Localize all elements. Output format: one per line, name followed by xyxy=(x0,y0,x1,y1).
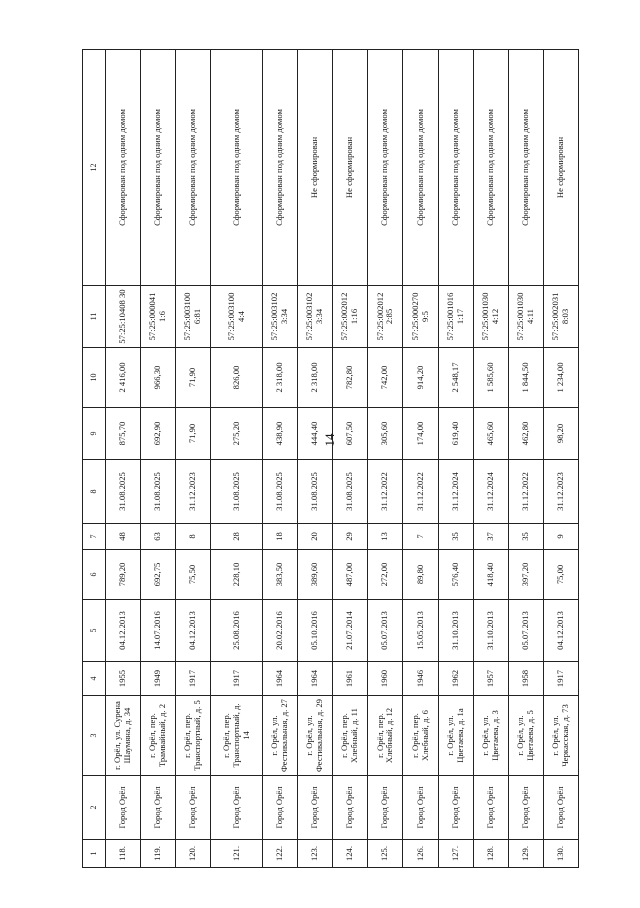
land-area-cell: 2 318,00 xyxy=(298,348,333,408)
land-status-cell: Сформирован под одним домом xyxy=(368,50,403,286)
date-cell: 04.12.2013 xyxy=(106,600,141,662)
deadline-cell: 31.08.2025 xyxy=(106,460,141,524)
living-area-cell: 692,90 xyxy=(141,408,176,460)
residents-cell: 48 xyxy=(106,524,141,550)
address-cell: г. Орёл, ул. Фестивальная, д. 29 xyxy=(298,696,333,776)
year-built-cell: 1961 xyxy=(333,662,368,696)
living-area-cell: 275,20 xyxy=(211,408,263,460)
land-area-cell: 782,80 xyxy=(333,348,368,408)
settlement-cell: Город Орёл xyxy=(473,776,508,840)
settlement-cell: Город Орёл xyxy=(211,776,263,840)
land-status-cell: Не сформирован xyxy=(298,50,333,286)
residents-cell: 63 xyxy=(141,524,176,550)
header-cell: 6 xyxy=(83,550,106,600)
date-cell: 31.10.2013 xyxy=(438,600,473,662)
address-cell: г. Орёл, пер. Транспортный, д. 5 xyxy=(176,696,211,776)
cadastral-number-cell: 57:25:003102 3:34 xyxy=(298,286,333,348)
area-cell: 789,20 xyxy=(106,550,141,600)
living-area-cell: 875,70 xyxy=(106,408,141,460)
cadastral-number-cell: 57:25:002031 8:03 xyxy=(543,286,578,348)
address-cell: г. Орёл, ул. Сурена Шаумяна, д. 34 xyxy=(106,696,141,776)
area-cell: 576,40 xyxy=(438,550,473,600)
row-number-cell: 122. xyxy=(263,840,298,868)
date-cell: 05.07.2013 xyxy=(508,600,543,662)
year-built-cell: 1917 xyxy=(176,662,211,696)
land-status-cell: Сформирован под одним домом xyxy=(176,50,211,286)
table-header-row xyxy=(83,50,106,868)
land-status-cell: Не сформирован xyxy=(333,50,368,286)
land-area-cell: 1 234,00 xyxy=(543,348,578,408)
row-number-cell: 128. xyxy=(473,840,508,868)
land-area-cell: 826,00 xyxy=(211,348,263,408)
address-cell: г. Орёл, пер. Транспортный, д. 14 xyxy=(211,696,263,776)
living-area-cell: 465,60 xyxy=(473,408,508,460)
land-status-cell: Сформирован под одним домом xyxy=(263,50,298,286)
date-cell: 05.07.2013 xyxy=(368,600,403,662)
header-cell: 7 xyxy=(83,524,106,550)
table-row xyxy=(333,50,368,868)
row-number-cell: 121. xyxy=(211,840,263,868)
area-cell: 487,00 xyxy=(333,550,368,600)
land-area-cell: 742,00 xyxy=(368,348,403,408)
living-area-cell: 174,00 xyxy=(403,408,438,460)
registry-table xyxy=(82,49,579,868)
address-cell: г. Орёл, пер. Хлебный, д. 11 xyxy=(333,696,368,776)
date-cell: 21.07.2014 xyxy=(333,600,368,662)
table-row xyxy=(438,50,473,868)
cadastral-number-cell: 57:25:001030 4:11 xyxy=(508,286,543,348)
living-area-cell: 619,40 xyxy=(438,408,473,460)
address-cell: г. Орёл, ул. Цветаева, д. 5 xyxy=(508,696,543,776)
settlement-cell: Город Орёл xyxy=(176,776,211,840)
year-built-cell: 1917 xyxy=(211,662,263,696)
address-cell: г. Орёл, пер. Хлебный, д. 12 xyxy=(368,696,403,776)
settlement-cell: Город Орёл xyxy=(333,776,368,840)
cadastral-number-cell: 57:25:002012 1:16 xyxy=(333,286,368,348)
header-cell: 9 xyxy=(83,408,106,460)
date-cell: 05.10.2016 xyxy=(298,600,333,662)
area-cell: 89,80 xyxy=(403,550,438,600)
cadastral-number-cell: 57:25:002012 2:85 xyxy=(368,286,403,348)
cadastral-number-cell: 57:25:10408 30 xyxy=(106,286,141,348)
area-cell: 397,20 xyxy=(508,550,543,600)
deadline-cell: 31.12.2023 xyxy=(176,460,211,524)
table-row xyxy=(211,50,263,868)
table-row xyxy=(141,50,176,868)
land-area-cell: 1 844,50 xyxy=(508,348,543,408)
cadastral-number-cell: 57:25:003102 3:34 xyxy=(263,286,298,348)
cadastral-number-cell: 57:25:000041 1:6 xyxy=(141,286,176,348)
residents-cell: 37 xyxy=(473,524,508,550)
settlement-cell: Город Орёл xyxy=(368,776,403,840)
address-cell: г. Орёл, ул. Черкасская, д. 73 xyxy=(543,696,578,776)
header-cell: 8 xyxy=(83,460,106,524)
land-status-cell: Сформирован под одним домом xyxy=(403,50,438,286)
table-row xyxy=(473,50,508,868)
settlement-cell: Город Орёл xyxy=(106,776,141,840)
table-row xyxy=(368,50,403,868)
date-cell: 31.10.2013 xyxy=(473,600,508,662)
year-built-cell: 1949 xyxy=(141,662,176,696)
deadline-cell: 31.08.2025 xyxy=(141,460,176,524)
settlement-cell: Город Орёл xyxy=(403,776,438,840)
year-built-cell: 1958 xyxy=(508,662,543,696)
year-built-cell: 1960 xyxy=(368,662,403,696)
settlement-cell: Город Орёл xyxy=(141,776,176,840)
land-area-cell: 2 548,17 xyxy=(438,348,473,408)
living-area-cell: 607,50 xyxy=(333,408,368,460)
year-built-cell: 1964 xyxy=(298,662,333,696)
deadline-cell: 31.12.2023 xyxy=(543,460,578,524)
table-body xyxy=(83,50,579,868)
area-cell: 272,00 xyxy=(368,550,403,600)
cadastral-number-cell: 57:25:003100 4:4 xyxy=(211,286,263,348)
table-row xyxy=(543,50,578,868)
table-row xyxy=(106,50,141,868)
address-cell: г. Орёл, ул. Цветаева, д. 3 xyxy=(473,696,508,776)
row-number-cell: 124. xyxy=(333,840,368,868)
table-row xyxy=(263,50,298,868)
residents-cell: 8 xyxy=(176,524,211,550)
deadline-cell: 31.12.2022 xyxy=(368,460,403,524)
address-cell: г. Орёл, ул. Цветаева, д. 1а xyxy=(438,696,473,776)
residents-cell: 35 xyxy=(508,524,543,550)
year-built-cell: 1964 xyxy=(263,662,298,696)
land-area-cell: 2 416,00 xyxy=(106,348,141,408)
area-cell: 389,60 xyxy=(298,550,333,600)
header-cell: 4 xyxy=(83,662,106,696)
address-cell: г. Орёл, пер. Трамвайный, д. 2 xyxy=(141,696,176,776)
residents-cell: 18 xyxy=(263,524,298,550)
date-cell: 15.05.2013 xyxy=(403,600,438,662)
land-status-cell: Сформирован под одним домом xyxy=(211,50,263,286)
living-area-cell: 438,90 xyxy=(263,408,298,460)
cadastral-number-cell: 57:25:003100 6:81 xyxy=(176,286,211,348)
living-area-cell: 444,40 xyxy=(298,408,333,460)
land-status-cell: Сформирован под одним домом xyxy=(141,50,176,286)
residents-cell: 9 xyxy=(543,524,578,550)
year-built-cell: 1917 xyxy=(543,662,578,696)
row-number-cell: 127. xyxy=(438,840,473,868)
area-cell: 692,75 xyxy=(141,550,176,600)
row-number-cell: 123. xyxy=(298,840,333,868)
living-area-cell: 98,20 xyxy=(543,408,578,460)
land-area-cell: 1 585,60 xyxy=(473,348,508,408)
table-row xyxy=(403,50,438,868)
cadastral-number-cell: 57:25:001030 4:12 xyxy=(473,286,508,348)
deadline-cell: 31.12.2024 xyxy=(438,460,473,524)
year-built-cell: 1955 xyxy=(106,662,141,696)
residents-cell: 7 xyxy=(403,524,438,550)
deadline-cell: 31.08.2025 xyxy=(211,460,263,524)
deadline-cell: 31.12.2022 xyxy=(403,460,438,524)
date-cell: 20.02.2016 xyxy=(263,600,298,662)
row-number-cell: 125. xyxy=(368,840,403,868)
land-area-cell: 966,30 xyxy=(141,348,176,408)
deadline-cell: 31.08.2025 xyxy=(263,460,298,524)
row-number-cell: 126. xyxy=(403,840,438,868)
row-number-cell: 119. xyxy=(141,840,176,868)
header-cell: 5 xyxy=(83,600,106,662)
header-cell: 12 xyxy=(83,50,106,286)
header-cell: 3 xyxy=(83,696,106,776)
residents-cell: 29 xyxy=(333,524,368,550)
row-number-cell: 130. xyxy=(543,840,578,868)
residents-cell: 13 xyxy=(368,524,403,550)
land-area-cell: 2 318,00 xyxy=(263,348,298,408)
rotated-table-container xyxy=(82,50,579,868)
residents-cell: 35 xyxy=(438,524,473,550)
address-cell: г. Орёл, пер. Хлебный, д. 6 xyxy=(403,696,438,776)
area-cell: 383,50 xyxy=(263,550,298,600)
page-number: 14 xyxy=(322,433,337,447)
living-area-cell: 71,90 xyxy=(176,408,211,460)
settlement-cell: Город Орёл xyxy=(298,776,333,840)
date-cell: 14.07.2016 xyxy=(141,600,176,662)
header-cell: 1 xyxy=(83,840,106,868)
date-cell: 04.12.2013 xyxy=(543,600,578,662)
row-number-cell: 129. xyxy=(508,840,543,868)
address-cell: г. Орёл, ул. Фестивальная, д. 27 xyxy=(263,696,298,776)
area-cell: 228,10 xyxy=(211,550,263,600)
year-built-cell: 1946 xyxy=(403,662,438,696)
table-row xyxy=(508,50,543,868)
deadline-cell: 31.12.2022 xyxy=(508,460,543,524)
settlement-cell: Город Орёл xyxy=(438,776,473,840)
land-status-cell: Сформирован под одним домом xyxy=(508,50,543,286)
deadline-cell: 31.12.2024 xyxy=(473,460,508,524)
row-number-cell: 118. xyxy=(106,840,141,868)
land-status-cell: Сформирован под одним домом xyxy=(473,50,508,286)
land-area-cell: 71,90 xyxy=(176,348,211,408)
table-row xyxy=(176,50,211,868)
cadastral-number-cell: 57:25:000270 9:5 xyxy=(403,286,438,348)
date-cell: 04.12.2013 xyxy=(176,600,211,662)
settlement-cell: Город Орёл xyxy=(508,776,543,840)
year-built-cell: 1962 xyxy=(438,662,473,696)
header-cell: 10 xyxy=(83,348,106,408)
area-cell: 75,00 xyxy=(543,550,578,600)
area-cell: 418,40 xyxy=(473,550,508,600)
header-cell: 11 xyxy=(83,286,106,348)
land-status-cell: Сформирован под одним домом xyxy=(438,50,473,286)
residents-cell: 20 xyxy=(298,524,333,550)
year-built-cell: 1957 xyxy=(473,662,508,696)
row-number-cell: 120. xyxy=(176,840,211,868)
deadline-cell: 31.08.2025 xyxy=(333,460,368,524)
living-area-cell: 305,60 xyxy=(368,408,403,460)
table-row xyxy=(298,50,333,868)
header-cell: 2 xyxy=(83,776,106,840)
settlement-cell: Город Орёл xyxy=(263,776,298,840)
cadastral-number-cell: 57:25:001016 1:17 xyxy=(438,286,473,348)
table-rotator xyxy=(82,50,579,868)
land-area-cell: 914,20 xyxy=(403,348,438,408)
settlement-cell: Город Орёл xyxy=(543,776,578,840)
residents-cell: 28 xyxy=(211,524,263,550)
area-cell: 75,50 xyxy=(176,550,211,600)
date-cell: 25.08.2016 xyxy=(211,600,263,662)
land-status-cell: Сформирован под одним домом xyxy=(106,50,141,286)
deadline-cell: 31.08.2025 xyxy=(298,460,333,524)
land-status-cell: Не сформирован xyxy=(543,50,578,286)
living-area-cell: 462,80 xyxy=(508,408,543,460)
